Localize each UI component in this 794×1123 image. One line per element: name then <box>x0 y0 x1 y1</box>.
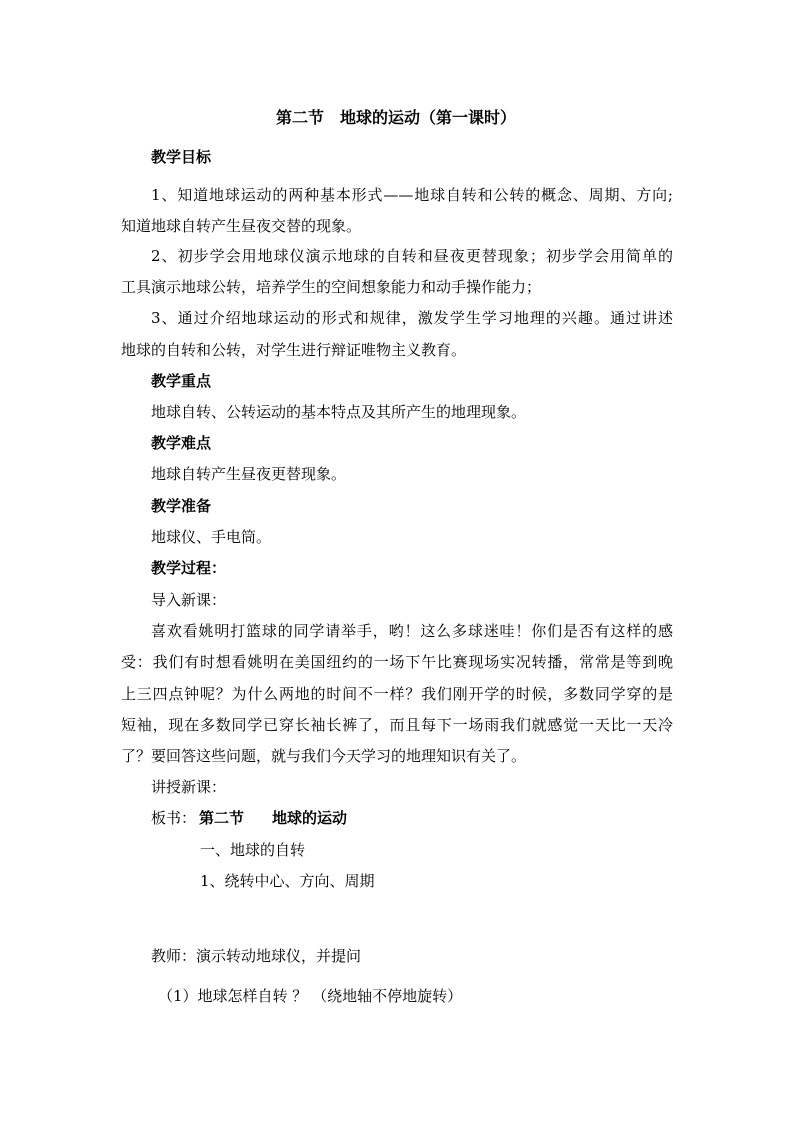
board-topic: 地球的运动 <box>272 809 348 827</box>
objective-1-line-1: 1、知道地球运动的两种基本形式——地球自转和公转的概念、周期、方向; <box>151 186 673 204</box>
preparation-text: 地球仪、手电筒。 <box>151 528 272 546</box>
difficulties-text: 地球自转产生昼夜更替现象。 <box>151 465 347 483</box>
objective-2-line-2: 工具演示地球公转，培养学生的空间想象能力和动手操作能力； <box>121 278 542 296</box>
intro-line-1: 喜欢看姚明打篮球的同学请举手，哟！这么多球迷哇！你们是否有这样的感 <box>151 622 673 640</box>
key-points-heading: 教学重点 <box>151 372 212 390</box>
objectives-heading: 教学目标 <box>151 148 212 166</box>
process-heading: 教学过程： <box>151 559 227 577</box>
rotation-subheading: 1、绕转中心、方向、周期 <box>200 872 375 890</box>
question-1: （1）地球怎样自转 ？ （绕地轴不停地旋转） <box>158 987 463 1005</box>
intro-label: 导入新课： <box>151 591 227 609</box>
objective-3-line-1: 3、通过介绍地球运动的形式和规律，激发学生学习地理的兴趣。通过讲述 <box>151 309 673 327</box>
intro-line-4: 短袖，现在多数同学已穿长袖长裤了，而且每下一场雨我们就感觉一天比一天冷 <box>121 716 673 734</box>
page-title: 第二节 地球的运动（第一课时） <box>276 108 517 127</box>
objective-3-line-2: 地球的自转和公转，对学生进行辩证唯物主义教育。 <box>121 341 467 359</box>
board-section: 第二节 <box>199 809 245 827</box>
board-label: 板书： <box>151 809 197 827</box>
rotation-heading: 一、地球的自转 <box>200 841 306 859</box>
intro-line-3: 上三四点钟呢？为什么两地的时间不一样？我们刚开学的时候，多数同学穿的是 <box>121 685 673 703</box>
objective-1-line-2: 知道地球自转产生昼夜交替的现象。 <box>121 217 362 235</box>
key-points-text: 地球自转、公转运动的基本特点及其所产生的地理现象。 <box>151 403 527 421</box>
intro-line-5: 了？要回答这些问题，就与我们今天学习的地理知识有关了。 <box>121 747 527 765</box>
intro-line-2: 受：我们有时想看姚明在美国纽约的一场下午比赛现场实况转播，常常是等到晚 <box>121 653 673 671</box>
teacher-line: 教师：演示转动地球仪，并提问 <box>151 947 362 965</box>
objective-2-line-1: 2、初步学会用地球仪演示地球的自转和昼夜更替现象；初步学会用简单的 <box>151 247 673 265</box>
difficulties-heading: 教学难点 <box>151 434 212 452</box>
preparation-heading: 教学准备 <box>151 497 212 515</box>
new-lesson-label: 讲授新课： <box>151 778 227 796</box>
